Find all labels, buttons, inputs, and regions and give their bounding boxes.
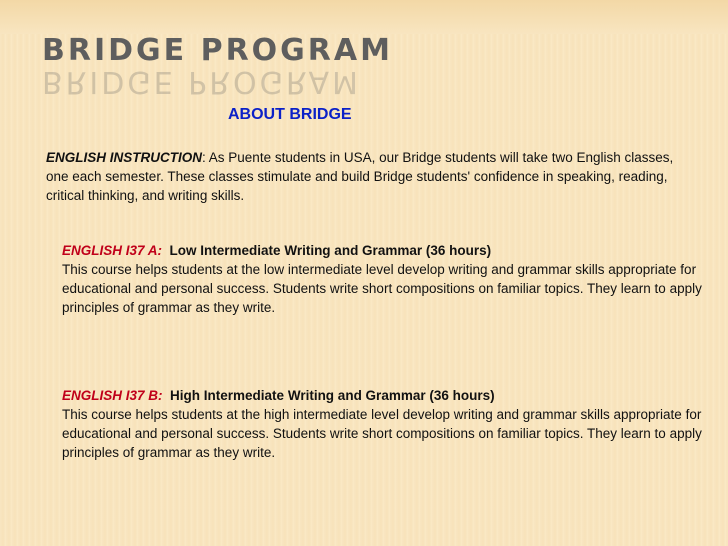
section-subtitle: ABOUT BRIDGE	[228, 106, 352, 123]
slide-title: BRIDGE PROGRAM	[42, 33, 393, 68]
course-description: This course helps students at the high intermediate level develop writing and grammar skills appropriate for educational and personal success. Students write short compositions on familiar topics. They learn to apply principles of grammar as they write.	[62, 407, 702, 460]
course-block-a	[62, 241, 722, 317]
course-title: Low Intermediate Writing and Grammar (36 hours)	[169, 243, 492, 258]
intro-lead: ENGLISH INSTRUCTION	[46, 150, 203, 165]
course-description: This course helps students at the low intermediate level develop writing and grammar skills appropriate for educational and personal success. Students write short compositions on familiar topics. They learn to apply principles of grammar as they write.	[62, 262, 702, 315]
intro-text: As Puente students in USA, our Bridge students will take two English classes, one each semester. These classes stimulate and build Bridge students' confidence in speaking, reading, critical thinking, and writing skills.	[46, 150, 674, 203]
course-code: ENGLISH I37 B:	[62, 388, 163, 403]
intro-paragraph	[46, 148, 686, 205]
course-block-b	[62, 386, 722, 462]
course-code: ENGLISH I37 A:	[62, 243, 163, 258]
top-band	[0, 0, 728, 34]
title-block	[42, 33, 393, 99]
intro-lead-suffix: :	[202, 150, 209, 165]
title-reflection	[42, 64, 362, 99]
title-reflection-text: BRIDGE PROGRAM	[42, 64, 361, 99]
course-title: High Intermediate Writing and Grammar (36 hours)	[170, 388, 495, 403]
